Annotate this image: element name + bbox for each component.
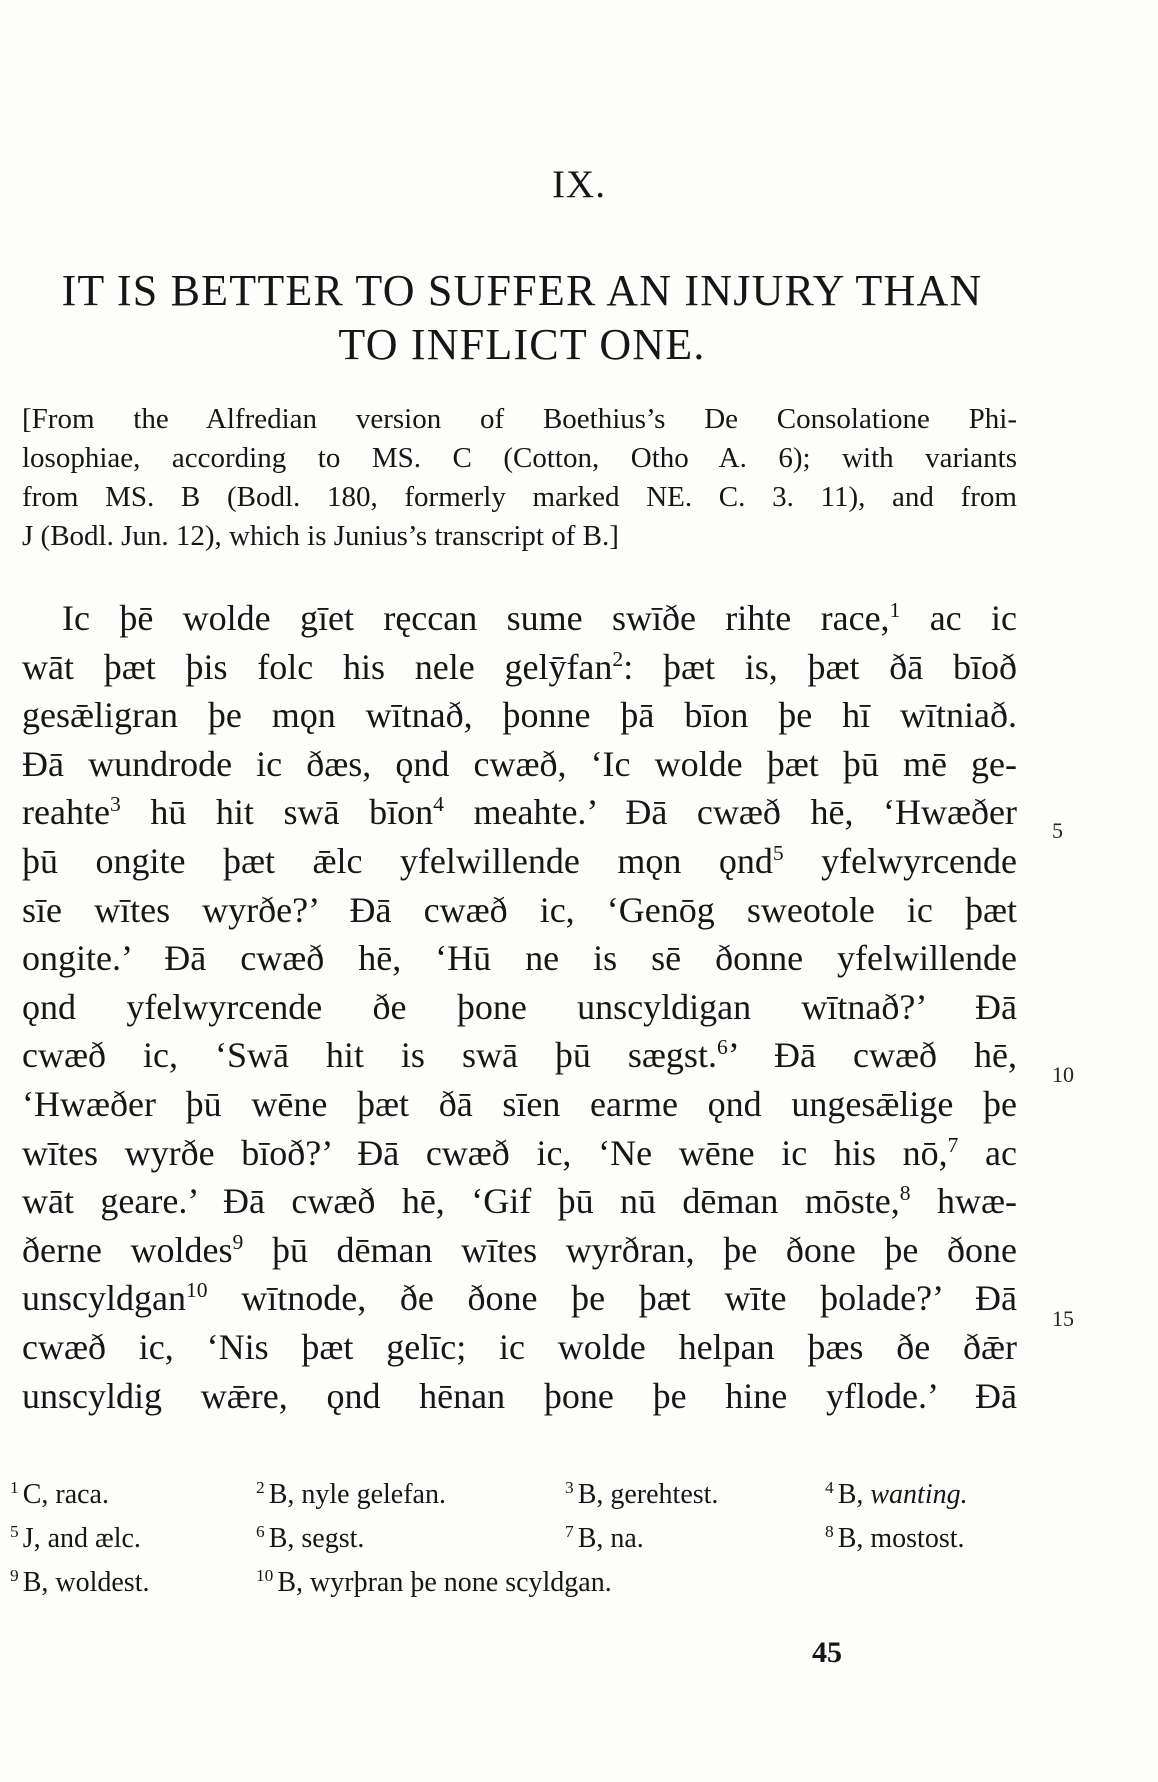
text-line: sīe wītes wyrðe?’ Ðā cwæð ic, ‘Genōg sweotole ic þæt bbox=[22, 889, 1017, 930]
text-line: wītes wyrðe bīoð?’ Ðā cwæð ic, ‘Ne wēne ic his nō,$^7$ ac bbox=[22, 1132, 1017, 1173]
footnote-ref: 3 bbox=[109, 792, 121, 817]
text-line: wāt þæt þis folc his nele gelȳfan$^2$: þæt is, þæt ðā bīoð bbox=[22, 646, 1018, 687]
text-line: unscyldig wǣre, ǫnd hēnan þone þe hine yflode.’ Ðā bbox=[22, 1375, 1017, 1416]
text-line: Ðā wundrode ic ðæs, ǫnd cwæð, ‘Ic wolde þæt þū mē ge- bbox=[22, 743, 1017, 784]
footnote-ref: 9 bbox=[232, 1229, 244, 1254]
footnote: $^6$ B, segst. bbox=[256, 1521, 365, 1554]
text-line: ǫnd yfelwyrcende ðe þone unscyldigan wītnað?’ Ðā bbox=[22, 986, 1017, 1027]
footnote: $^1$ C, raca. bbox=[10, 1477, 109, 1510]
footnote: $^9$ B, woldest. bbox=[10, 1565, 150, 1598]
text-line: Ic þē wolde gīet ręccan sume swīðe rihte race,$^1$ ac ic bbox=[62, 598, 1017, 638]
page-number: 45 bbox=[812, 1636, 842, 1669]
chapter-number: IX. bbox=[552, 163, 606, 206]
footnote: $^4$ B, wanting. bbox=[825, 1477, 968, 1510]
footnote: $^5$ J, and ælc. bbox=[10, 1521, 141, 1554]
footnotes bbox=[10, 1473, 1030, 1605]
footnote-ref: 6 bbox=[716, 1035, 728, 1060]
footnote-row bbox=[10, 1561, 1030, 1605]
text-line: cwæð ic, ‘Swā hit is swā þū sægst.$^6$’ Ðā cwæð hē, bbox=[22, 1035, 1017, 1076]
source-note-line: losophiae, according to MS. C (Cotton, Otho A. 6); with variants bbox=[22, 442, 1017, 474]
footnote-row bbox=[10, 1517, 1030, 1561]
text-line: ðerne woldes$^9$ þū dēman wītes wyrðran, þe ðone þe ðone bbox=[22, 1229, 1017, 1270]
text-line: wāt geare.’ Ðā cwæð hē, ‘Gif þū nū dēman mōste,$^8$ hwæ- bbox=[22, 1181, 1018, 1222]
line-number: 10 bbox=[1052, 1062, 1074, 1087]
footnote-ref: 1 bbox=[889, 598, 901, 622]
footnote-ref: 10 bbox=[185, 1278, 208, 1303]
footnote-row bbox=[10, 1473, 1030, 1517]
footnote-ref: 5 bbox=[772, 840, 784, 865]
text-line: unscyldgan$^{10}$ wītnode, ðe ðone þe þæt wīte þolade?’ Ðā bbox=[22, 1278, 1017, 1319]
footnote: $^8$ B, mostost. bbox=[825, 1521, 965, 1554]
source-note bbox=[22, 400, 1017, 556]
footnote-ref: 8 bbox=[899, 1181, 911, 1206]
footnote: $^2$ B, nyle gelefan. bbox=[256, 1477, 446, 1510]
footnote-ref: 7 bbox=[947, 1132, 959, 1157]
text-line: þū ongite þæt ǣlc yfelwillende mǫn ǫnd$^5$ yfelwyrcende bbox=[22, 840, 1017, 881]
chapter-title bbox=[22, 264, 1022, 372]
source-note-line: J (Bodl. Jun. 12), which is Junius’s transcript of B.] bbox=[22, 520, 619, 552]
footnote-ref: 2 bbox=[612, 646, 624, 671]
source-note-line: from MS. B (Bodl. 180, formerly marked NE. C. 3. 11), and from bbox=[22, 481, 1017, 513]
footnote: $^7$ B, na. bbox=[565, 1521, 644, 1554]
source-note-line: [From the Alfredian version of Boethius’s De Consolatione Phi- bbox=[22, 403, 1017, 435]
text-line: gesǣligran þe mǫn wītnað, þonne þā bīon þe hī wītniað. bbox=[22, 695, 1017, 736]
text-line: cwæð ic, ‘Nis þæt gelīc; ic wolde helpan þæs ðe ðǣr bbox=[22, 1326, 1017, 1367]
old-english-text bbox=[22, 594, 1017, 1420]
text-line: ‘Hwæðer þū wēne þæt ðā sīen earme ǫnd ungesǣlige þe bbox=[22, 1083, 1017, 1124]
footnote-ref: 4 bbox=[433, 792, 444, 817]
footnote: $^3$ B, gerehtest. bbox=[565, 1477, 719, 1510]
text-line: reahte$^3$ hū hit swā bīon$^4$ meahte.’ Ðā cwæð hē, ‘Hwæðer bbox=[22, 792, 1017, 833]
title-line-1: IT IS BETTER TO SUFFER AN INJURY THAN bbox=[61, 266, 983, 315]
text-line: ongite.’ Ðā cwæð hē, ‘Hū ne is sē ðonne yfelwillende bbox=[22, 938, 1017, 979]
line-number: 5 bbox=[1052, 818, 1063, 843]
footnote: $^{10}$ B, wyrþran þe none scyldgan. bbox=[256, 1565, 612, 1598]
line-number: 15 bbox=[1052, 1306, 1074, 1331]
title-line-2: TO INFLICT ONE. bbox=[338, 320, 706, 369]
